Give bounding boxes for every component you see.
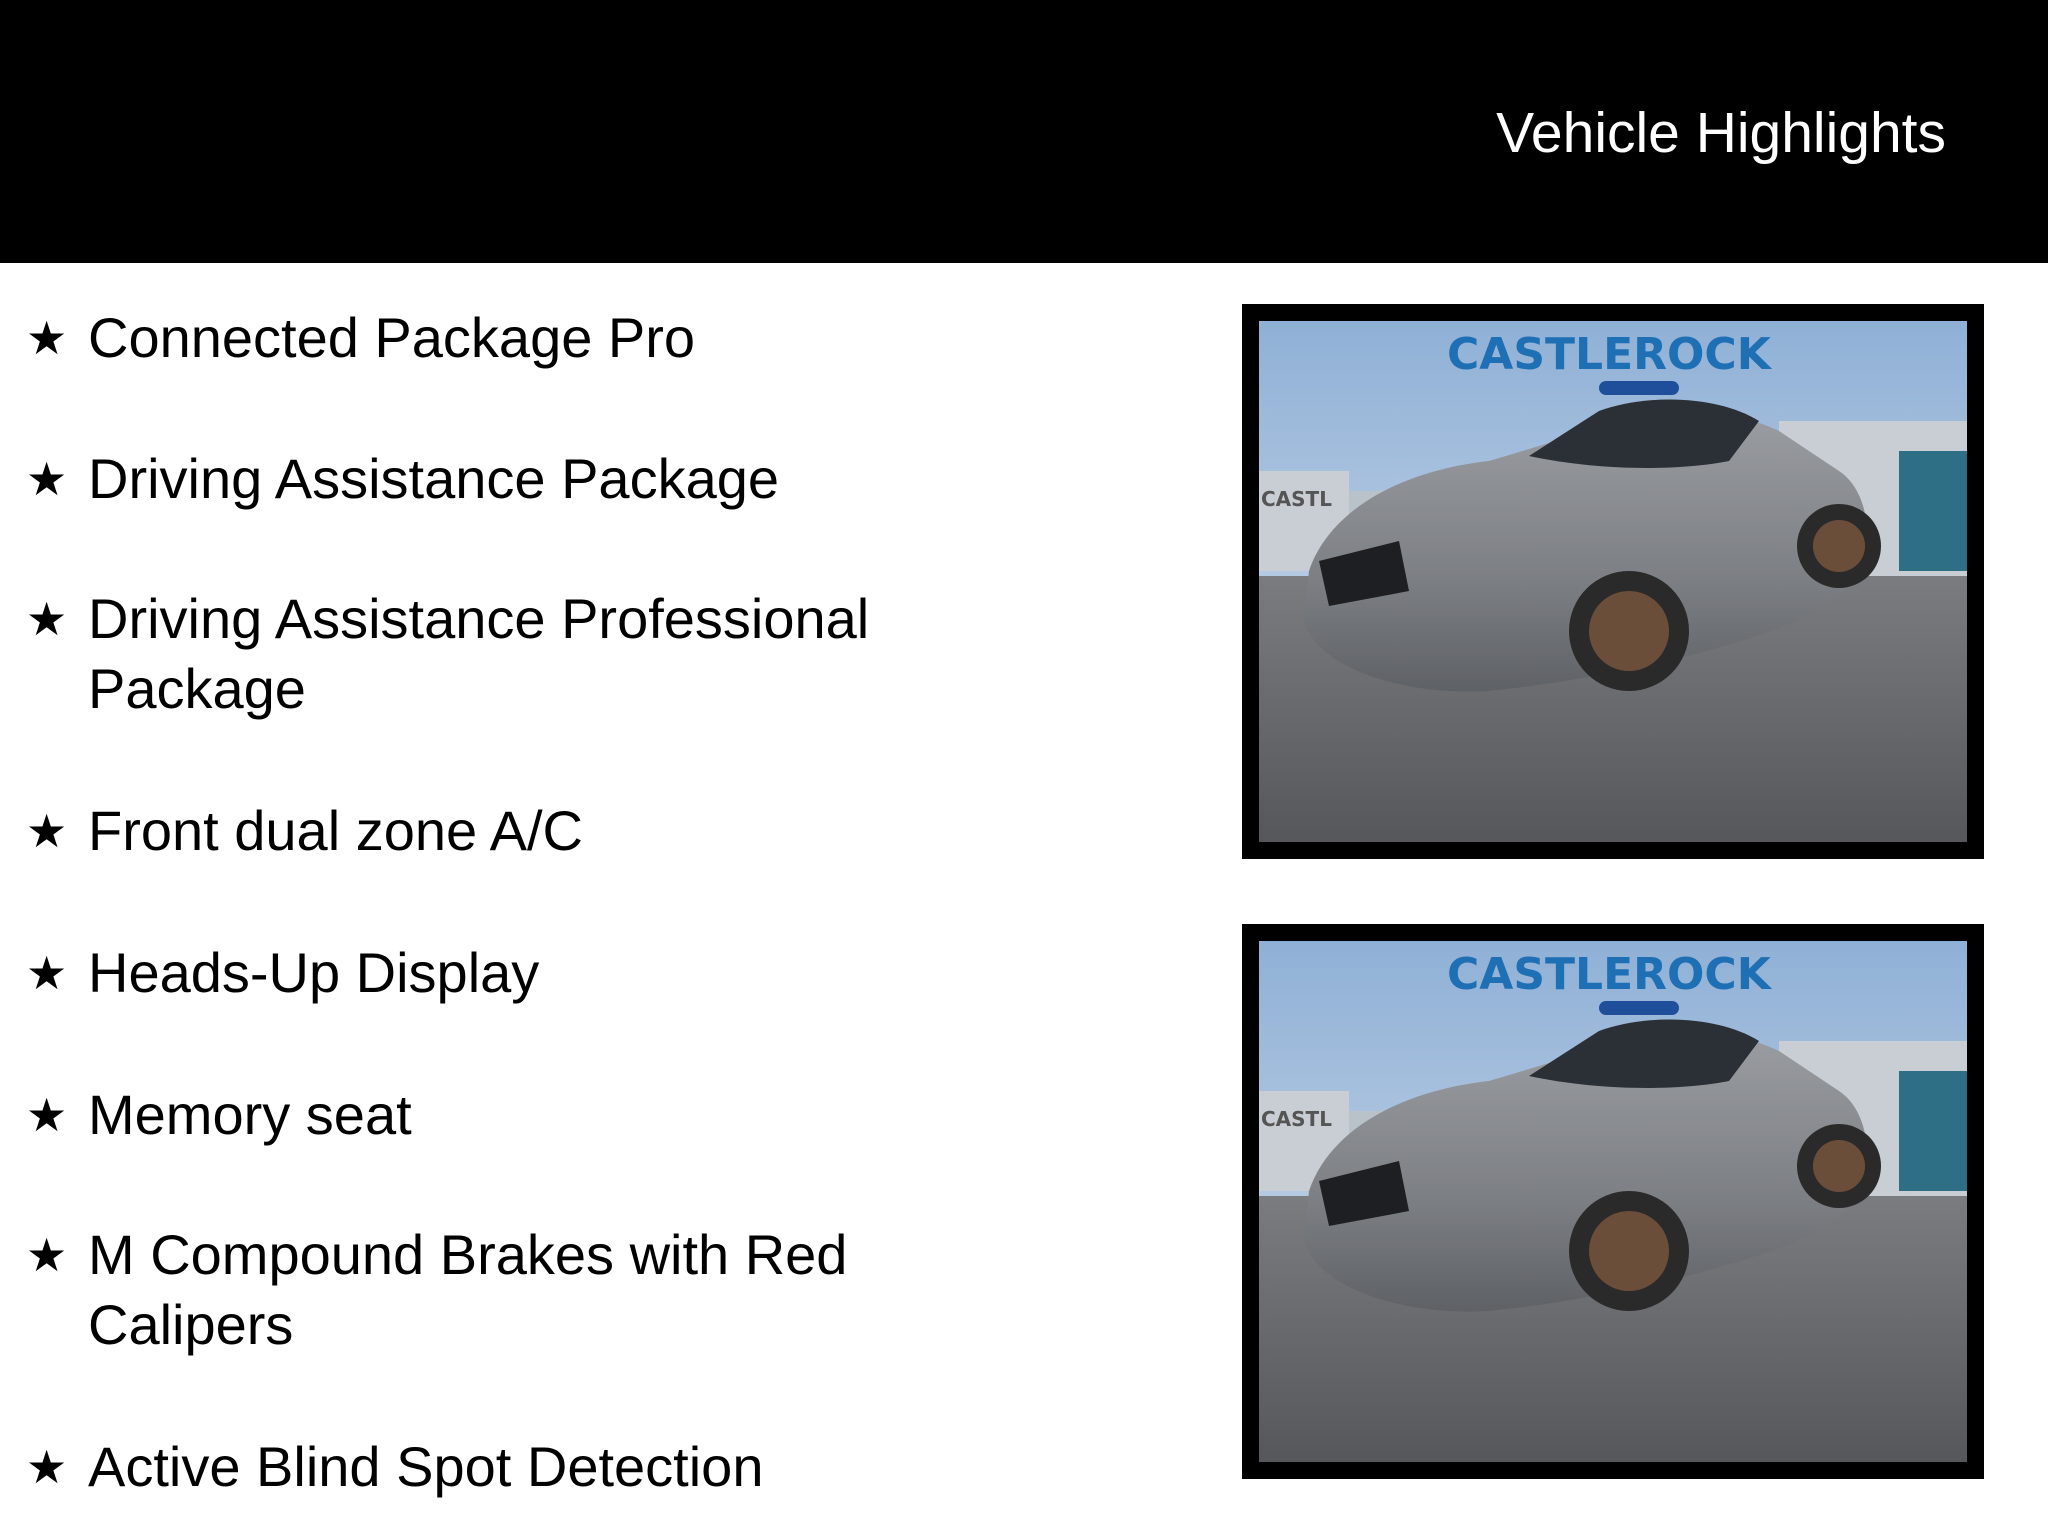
feature-label: Connected Package Pro [88,306,696,369]
feature-item [22,1080,1042,1150]
feature-label: Driving Assistance Professional Package [88,587,870,720]
dealer-sign: CASTLEROCK [1447,329,1771,380]
star-icon: ★ [26,1229,68,1281]
star-icon: ★ [26,947,68,999]
vehicle-photo[interactable] [1242,924,1984,1479]
feature-item [22,303,1042,373]
star-icon: ★ [26,312,68,364]
building-sign: CASTL [1261,487,1332,511]
star-icon: ★ [26,1441,68,1493]
feature-item [22,444,1042,514]
feature-label: M Compound Brakes with Red Calipers [88,1223,848,1356]
star-icon: ★ [26,805,68,857]
star-icon: ★ [26,593,68,645]
building-sign: CASTL [1261,1107,1332,1131]
star-icon: ★ [26,1089,68,1141]
star-icon: ★ [26,453,68,505]
vehicle-photo[interactable] [1242,304,1984,859]
feature-item [22,938,1042,1008]
page-title: Vehicle Highlights [1496,101,1946,165]
feature-item [22,796,1042,866]
dealer-sign: CASTLEROCK [1447,949,1771,1000]
feature-item [22,1220,1042,1360]
feature-label: Memory seat [88,1083,412,1146]
feature-label: Driving Assistance Package [88,447,780,510]
feature-item [22,584,1042,724]
vehicle-photo-image [1259,941,1967,1462]
vehicle-photo-image [1259,321,1967,842]
feature-label: Active Blind Spot Detection [88,1435,764,1498]
feature-label: Heads-Up Display [88,941,540,1004]
feature-label: Front dual zone A/C [88,799,583,862]
feature-item [22,1432,1042,1502]
